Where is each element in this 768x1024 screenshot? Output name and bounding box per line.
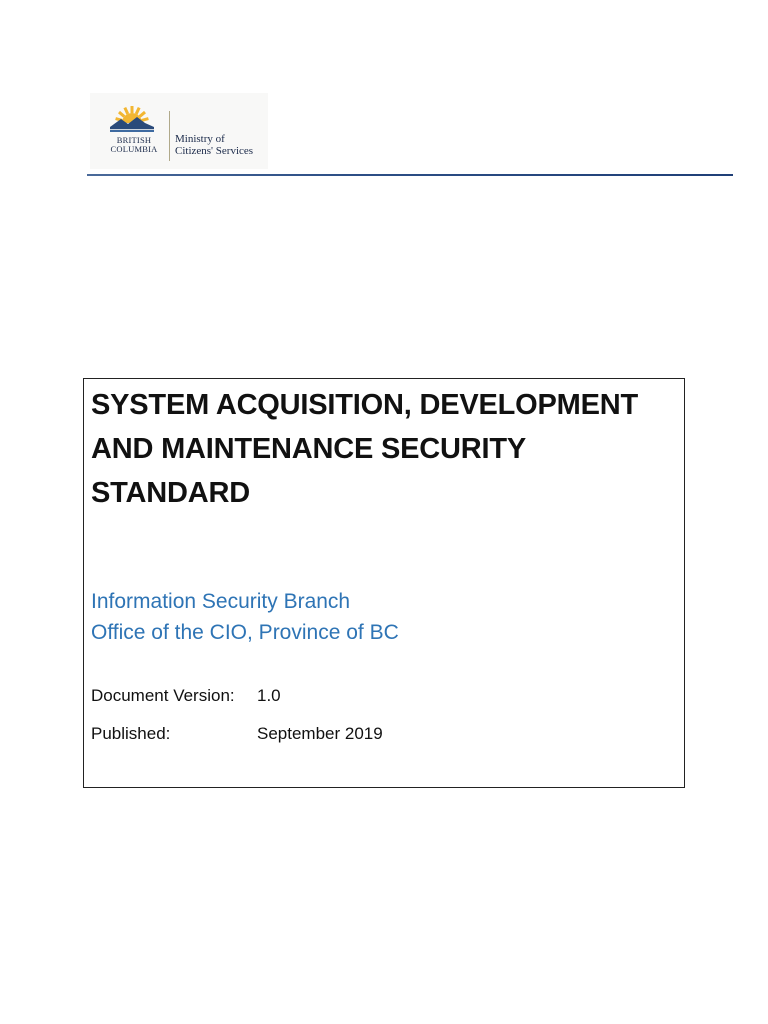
org-office: Office of the CIO, Province of BC [91,621,399,644]
document-title: SYSTEM ACQUISITION, DEVELOPMENT AND MAINTENANCE SECURITY STANDARD [91,389,638,509]
bc-wordmark [105,136,163,154]
bc-wordmark-line2: COLUMBIA [110,144,158,154]
version-label: Document Version: [91,686,235,705]
bc-wordmark-line1: BRITISH [116,135,152,145]
version-value: 1.0 [257,686,281,705]
bc-sun-mountains-icon [107,106,157,134]
org-branch: Information Security Branch [91,590,351,613]
title-box [83,378,685,788]
logo-divider [169,111,170,161]
published-value: September 2019 [257,724,383,743]
ministry-name [175,133,265,157]
ministry-name-line1: Ministry of [175,133,225,145]
header-rule [87,174,733,176]
organization-block [91,586,399,648]
ministry-logo [90,93,268,169]
ministry-name-line2: Citizens' Services [175,145,254,157]
published-label: Published: [91,724,171,743]
